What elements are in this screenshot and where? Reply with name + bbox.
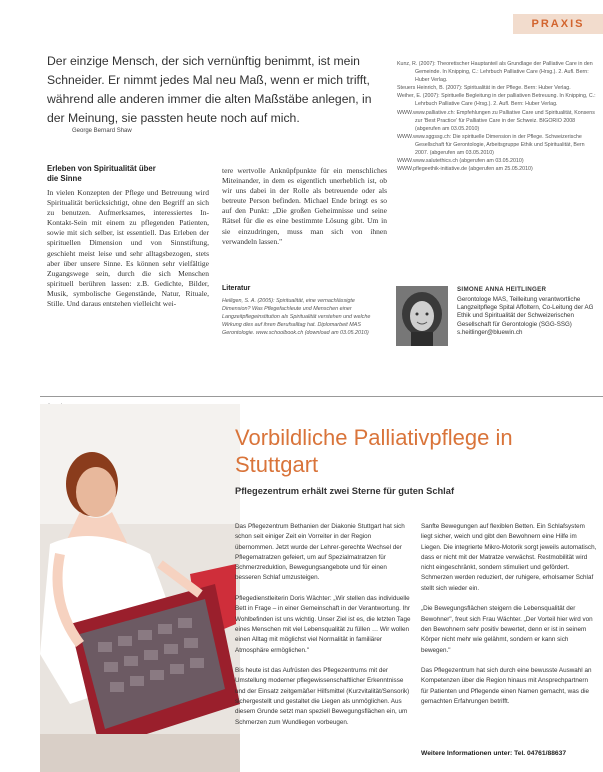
author-portrait	[396, 286, 448, 346]
article-column-2: tere wertvolle Anknüpfpunkte für ein menschliches Miteinander, in dem es eigentlich unerheblich ist, ob wir uns dabei in der Rolle als betreuende oder als betreute Person befinden. Michael Ende bringt es so auf den Punkt: „Die großen Geheimnisse und seine Rätsel für die es eine bestimmte Lösung gibt. Um in sie einzudringen, muss man sich von ihnen verwandeln lassen."	[222, 166, 387, 246]
author-name: SIMONE ANNA HEITLINGER	[457, 286, 547, 293]
ad-column-1: Das Pflegezentrum Bethanien der Diakonie Stuttgart hat sich schon seit einiger Zeit ein Vorreiter in der Region übernommen. Jetzt wurde der Lehrer-gerechte Wechsel der Pflegematratzen gefeiert, um auf Spezialmatratzen für Schmerzreduktion, Bewegungsangebote und für einen besseren Schlaf umzusteigen. Pflegedienstleiterin Doris Wächter: „Wir stellen das individuelle Bett in Frage – in einer Gemeinschaft in der Verantwortung. Ihr Wohlbefinden ist uns wichtig. Unser Ziel ist es, die letzten Tage eines Menschen mit viel Lebensqualität zu füllen … Wir wollen einen Alltag mit möglichst viel Normalität in familiärer Atmosphäre ermöglichen." Bis heute ist das Aufrüsten des Pflegezentrums mit der Umstellung moderner pflegewissenschaftlicher Erkenntnisse und der Einsatz zeitgemäßer Hilfsmittel (Kurzvitalität/Sensorik) sichergestellt und gestaltet die Liegen als unmöglichen. Aus diesem Grunde setzt man speziell Bewegungsflächen ein, um Schmerzen zum Wundliegen vorbeugen.	[235, 523, 411, 726]
literature-heading: Literatur	[222, 285, 251, 292]
divider	[40, 396, 603, 397]
author-bio: Gerontologe MAS, Teilleitung verantwortliche Langzeitpflege Spital Affoltern, Co-Leitung der AG Ethik und Spiritualität der Schweizerischen Gesellschaft für Gerontologie (SGG-SSG) s.heitlinger@bluewin.ch	[457, 296, 594, 336]
reference-item: WWW.www.salutethics.ch (abgerufen am 03.05.2010)	[397, 158, 524, 165]
reference-item: WWW.www.sggssg.ch: Die spirituelle Dimension in der Pflege. Schweizerische Gesellschaft für Gerontologie, Arbeitsgruppe Ethik und Spiritualität, Bern 2007. (abgerufen am 03.05.2010)	[397, 133, 585, 157]
ad-title: Vorbildliche Palliativpflege in Stuttgart	[235, 425, 513, 477]
reference-item: WWW.www.palliative.ch: Empfehlungen zu Palliative Care und Spiritualität, Konsens zur 'Best Practice' für Palliative Care in der Schweiz. BIGORIO 2008 (abgerufen am 03.05.2010)	[397, 109, 595, 132]
article-heading: Erleben von Spiritualität über die Sinne	[47, 164, 156, 183]
article-column-1: In vielen Konzepten der Pflege und Betreuung wird Spiritualität berücksichtigt, ohne den Begriff an sich zu benutzen. Aufmerksames, interessiertes In-Kontakt-Sein mit einem zu pflegenden Patienten, sowie mit sich selber, ist essentiell. Das Erleben der spirituellen Dimension und von Sinnstiftung, geschieht meist leise und sehr alltagsbezogen, stets aber über unsere Sinne. Es können sehr vielfältige Zugangswege sein, durch die sich Menschen spirituell berühren lassen: z.B. Gedichte, Bilder, Musik, symbolische Gegenstände, Natur, Rituale, Stille. Und daraus entstehen vielleicht wei-	[47, 188, 209, 309]
literature-text: Heiligen, S. A. (2005): Spiritualität, eine vernachlässigte Dimension? Was Pflegefachleute und Menschen einer Langzeitpflegeinstitution als Spiritualität verstehen und welche Wirkung dies auf ihren Berufsalltag hat. Diplomarbeit MAS Gerontologie. www.schoolbook.ch (download am 03.05.2010)	[222, 298, 371, 336]
pull-quote: Der einzige Mensch, der sich vernünftig benimmt, ist mein Schneider. Er nimmt jedes Mal neu Maß, wenn er mich trifft, während alle anderen immer die alten Maßstäbe anlegen, in der Meinung, sie passten heute noch auf mich.	[47, 54, 372, 125]
quote-author: George Bernard Shaw	[72, 128, 132, 134]
reference-item: Steuers Heinrich, B. (2007): Spiritualität in der Pflege. Bern: Huber Verlag.	[397, 85, 571, 92]
reference-list	[397, 60, 597, 173]
reference-item: WWW.pflegeethik-initiative.de (abgerufen am 25.05.2010)	[397, 166, 533, 173]
nurse-bed-photo	[40, 404, 240, 772]
ad-subtitle: Pflegezentrum erhält zwei Sterne für guten Schlaf	[235, 486, 455, 496]
ad-contact: Weitere Informationen unter: Tel. 04761/88637	[421, 750, 567, 757]
ad-column-2: Sanfte Bewegungen auf flexiblen Betten. Ein Schlafsystem liegt sicher, weich und gibt den Bewohnern eine Hilfe im Liegen. Die integrierte Mikro-Motorik sorgt jeweils automatisch, dass er nicht mit der Matratze verwächst. Restmobilität wird nicht eingeschränkt, sondern stimuliert und gefördert. Schmerzen werden reduziert, der ruhigere, erholsamer Schlaf stellt sich wieder ein. „Die Bewegungsflächen steigern die Lebensqualität der Bewohner", freut sich Frau Wächter. „Der Vorteil hier wird von den Bewohnern sehr positiv bewertet, denn er ist in seinem Körper nicht mehr wie gelähmt, sondern er kann sich bewegen." Das Pflegezentrum hat sich durch eine bewusste Auswahl an Kompetenzen über die Region hinaus mit Ansprechpartnern für Patienten und Pflegende einen Namen gemacht, was die gemachten Erfahrungen betrifft.	[421, 523, 597, 706]
section-label: PRAXIS	[513, 14, 603, 34]
reference-item: Kunz, R. (2007): Theoretischer Hauptanteil als Grundlage der Palliative Care in den Gemeinde. In Knipping, C.: Lehrbuch Palliative Care (Hrsg.). 2. Aufl. Bern: Huber Verlag.	[397, 61, 593, 84]
reference-item: Weiher, E. (2007): Spirituelle Begleitung in der palliativen Betreuung. In Knipping, C.: Lehrbuch Palliative Care (Hrsg.). 2. Aufl. Bern: Huber Verlag.	[397, 93, 596, 108]
